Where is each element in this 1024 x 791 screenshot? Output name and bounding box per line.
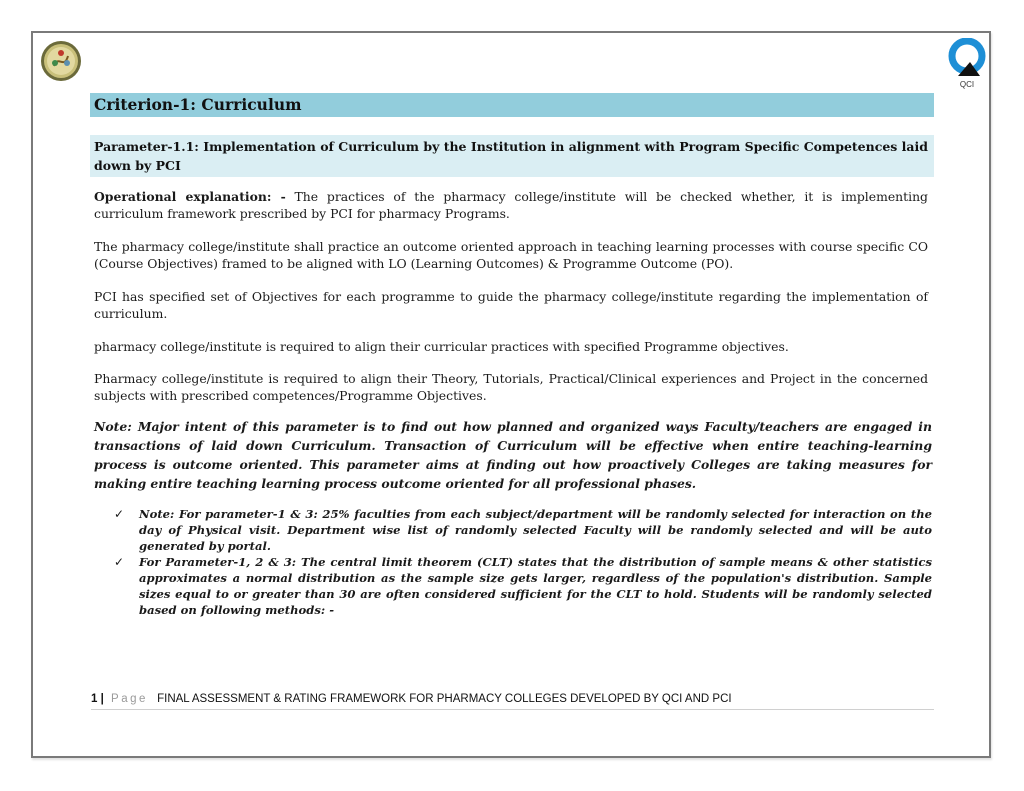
pci-seal-logo-icon bbox=[40, 40, 82, 82]
check-mark-icon: ✓ bbox=[114, 507, 125, 521]
operational-text: The practices of the pharmacy college/institute will be checked whether, it is implementing curriculum framework prescribed by PCI for pharmacy Programs. bbox=[94, 189, 928, 221]
bullet-text: Note: For parameter-1 & 3: 25% faculties from each subject/department will be randomly selected for interaction on the day of Physical visit. Department wise list of randomly selected Faculty will be randomly selected and will be auto generated by portal. bbox=[139, 507, 932, 553]
bullet-list bbox=[114, 506, 932, 618]
operational-explanation bbox=[94, 188, 928, 222]
paragraph-align-theory: Pharmacy college/institute is required to align their Theory, Tutorials, Practical/Clinical experiences and Project in the concerned subjects with prescribed competences/Programme Objectives. bbox=[94, 371, 928, 403]
list-item bbox=[114, 506, 932, 554]
paragraph-align-curricular: pharmacy college/institute is required to align their curricular practices with specified Programme objectives. bbox=[94, 339, 789, 354]
footer-text: FINAL ASSESSMENT & RATING FRAMEWORK FOR PHARMACY COLLEGES DEVELOPED BY QCI AND PCI bbox=[157, 693, 732, 705]
list-item bbox=[114, 554, 932, 618]
paragraph-pci-objectives: PCI has specified set of Objectives for each programme to guide the pharmacy college/institute regarding the implementation of curriculum. bbox=[94, 289, 928, 321]
page-footer bbox=[91, 692, 934, 710]
check-mark-icon: ✓ bbox=[114, 555, 125, 569]
page-number: 1 bbox=[91, 693, 98, 705]
qci-logo-icon bbox=[946, 38, 988, 90]
note-paragraph: Note: Major intent of this parameter is to find out how planned and organized ways Faculty/teachers are engaged in transactions of laid down Curriculum. Transaction of Curriculum will be effective when entire teaching-learning process is outcome oriented. This parameter aims at finding out how proactively Colleges are taking measures for making entire teaching learning process outcome oriented for all professional phases. bbox=[94, 419, 932, 491]
footer-separator: | bbox=[100, 693, 104, 705]
criterion-heading: Criterion-1: Curriculum bbox=[90, 93, 934, 117]
svg-text:QCI: QCI bbox=[959, 80, 975, 89]
parameter-heading: Parameter-1.1: Implementation of Curriculum by the Institution in alignment with Program Specific Competences laid down by PCI bbox=[90, 135, 934, 177]
page-label: Page bbox=[111, 693, 148, 705]
paragraph-outcome-approach: The pharmacy college/institute shall practice an outcome oriented approach in teaching learning processes with course specific CO (Course Objectives) framed to be aligned with LO (Learning Outcomes) & Programme Outcome (PO). bbox=[94, 239, 928, 271]
operational-label: Operational explanation: - bbox=[94, 189, 286, 204]
bullet-text: For Parameter-1, 2 & 3: The central limit theorem (CLT) states that the distribution of sample means & other statistics approximates a normal distribution as the sample size gets larger, regardless of the population's distribution. Sample sizes equal to or greater than 30 are often considered sufficient for the CLT to hold. Students will be randomly selected based on following methods: - bbox=[139, 555, 932, 617]
